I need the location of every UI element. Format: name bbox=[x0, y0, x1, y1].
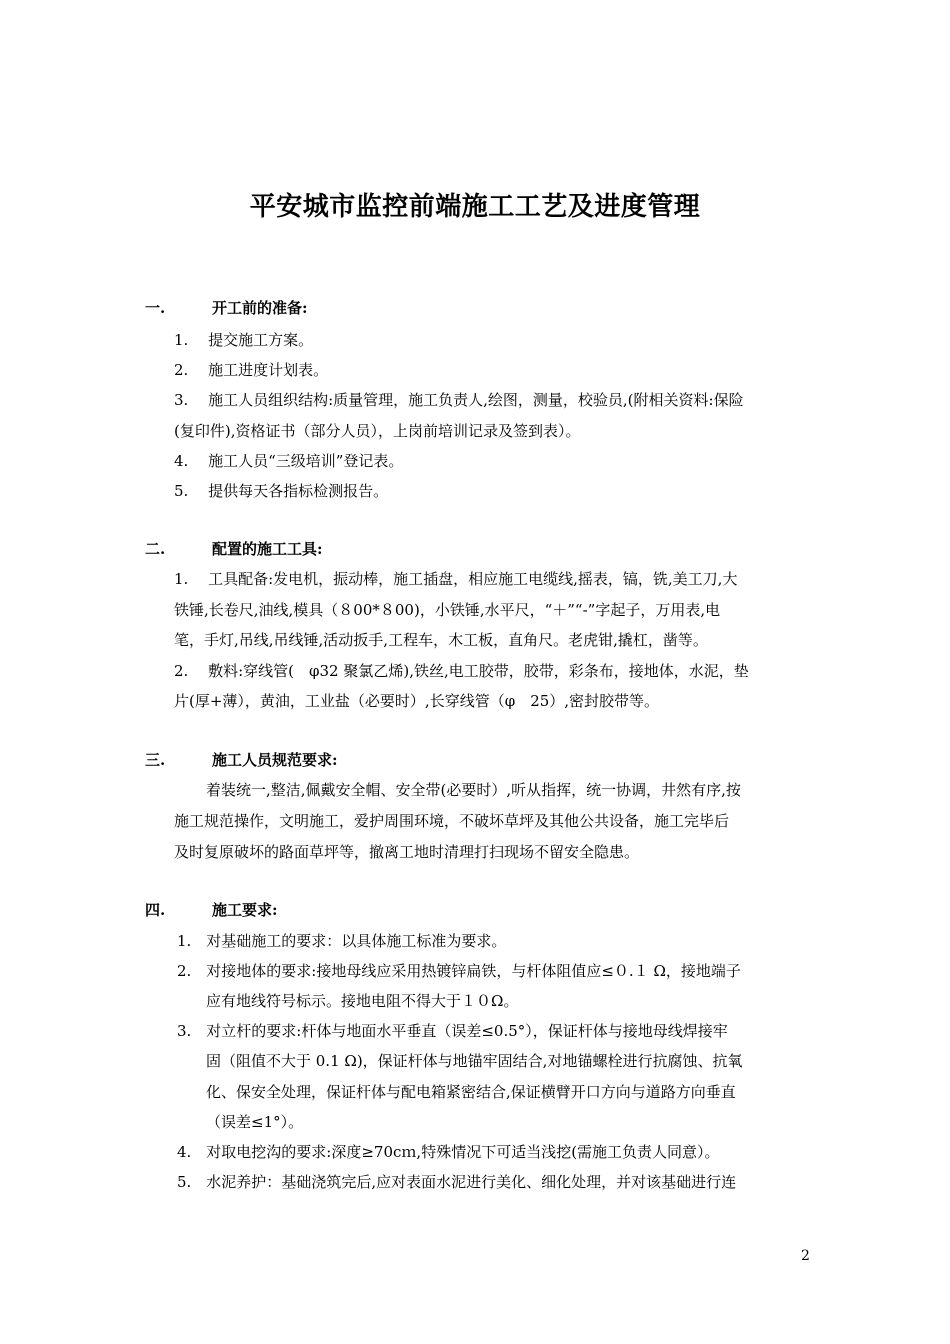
list-item-continuation: 固（阻值不大于 0.1 Ω)，保证杆体与地锚牢固结合,对地锚螺栓进行抗腐蚀、抗氧 bbox=[206, 1052, 743, 1070]
list-item: 2. 对接地体的要求:接地母线应采用热镀锌扁铁，与杆体阻值应≤０.１ Ω，接地端子 bbox=[177, 962, 741, 980]
section-heading: 配置的施工工具: bbox=[212, 540, 323, 558]
list-item: 4. 对取电挖沟的要求:深度≥70cｍ,特殊情况下可适当浅挖(需施工负责人同意）。 bbox=[177, 1143, 720, 1161]
section-heading: 施工人员规范要求: bbox=[212, 751, 338, 769]
list-item-continuation: 笔，手灯,吊线,吊线锤,活动扳手,工程车，木工板，直角尺。老虎钳,撬杠，凿等。 bbox=[174, 631, 708, 649]
section-number: 二. bbox=[145, 540, 166, 558]
list-item: 5. 提供每天各指标检测报告。 bbox=[174, 482, 389, 500]
paragraph-line: 着装统一,整洁,佩戴安全帽、安全带(必要时）,听从指挥，统一协调，井然有序,按 bbox=[206, 781, 741, 799]
page-number: 2 bbox=[801, 1248, 810, 1264]
section-number: 三. bbox=[145, 751, 166, 769]
list-item: 2. 施工进度计划表。 bbox=[174, 361, 329, 379]
page-title: 平安城市监控前端施工工艺及进度管理 bbox=[249, 192, 701, 222]
section-heading: 开工前的准备: bbox=[212, 299, 308, 317]
paragraph-line: 施工规范操作，文明施工，爱护周围环境，不破坏草坪及其他公共设备，施工完毕后 bbox=[174, 812, 730, 830]
list-item-continuation: (复印件),资格证书（部分人员），上岗前培训记录及签到表）。 bbox=[174, 422, 581, 440]
list-item-continuation: 铁锤,长卷尺,油线,模具（８00*８00)，小铁锤,水平尺，“＋”“-”字起子，万用表,电 bbox=[174, 601, 721, 619]
section-number: 四. bbox=[145, 901, 166, 919]
list-item: 1. 对基础施工的要求：以具体施工标准为要求。 bbox=[177, 932, 507, 950]
list-item-continuation: 化、保安全处理，保证杆体与配电箱紧密结合,保证横臂开口方向与道路方向垂直 bbox=[206, 1083, 736, 1101]
list-item: 1. 提交施工方案。 bbox=[174, 331, 314, 349]
section-number: 一. bbox=[145, 299, 166, 317]
list-item: 3. 施工人员组织结构:质量管理，施工负责人,绘图，测量，校验员,(附相关资料:保险 bbox=[174, 391, 744, 409]
list-item: 5. 水泥养护：基础浇筑完后,应对表面水泥进行美化、细化处理，并对该基础进行连 bbox=[177, 1173, 737, 1191]
list-item-continuation: （误差≤1°）。 bbox=[206, 1113, 304, 1131]
list-item-continuation: 应有地线符号标示。接地电阻不得大于１０Ω。 bbox=[206, 992, 519, 1010]
list-item: 1. 工具配备:发电机，振动棒，施工插盘，相应施工电缆线,摇表，镐，铣,美工刀,大 bbox=[174, 570, 738, 588]
paragraph-line: 及时复原破坏的路面草坪等，撤离工地时清理打扫现场不留安全隐患。 bbox=[174, 843, 640, 861]
list-item-continuation: 片(厚+薄），黄油，工业盐（必要时）,长穿线管（φ 25）,密封胶带等。 bbox=[174, 692, 660, 710]
section-heading: 施工要求: bbox=[212, 901, 278, 919]
list-item: 2. 敷料:穿线管( φ32 聚氯乙烯),铁丝,电工胶带，胶带，彩条布，接地体，水泥，垫 bbox=[174, 662, 749, 680]
list-item: 4. 施工人员“三级培训”登记表。 bbox=[174, 452, 404, 470]
list-item: 3. 对立杆的要求:杆体与地面水平垂直（误差≤0.5°），保证杆体与接地母线焊接牢 bbox=[177, 1022, 728, 1040]
